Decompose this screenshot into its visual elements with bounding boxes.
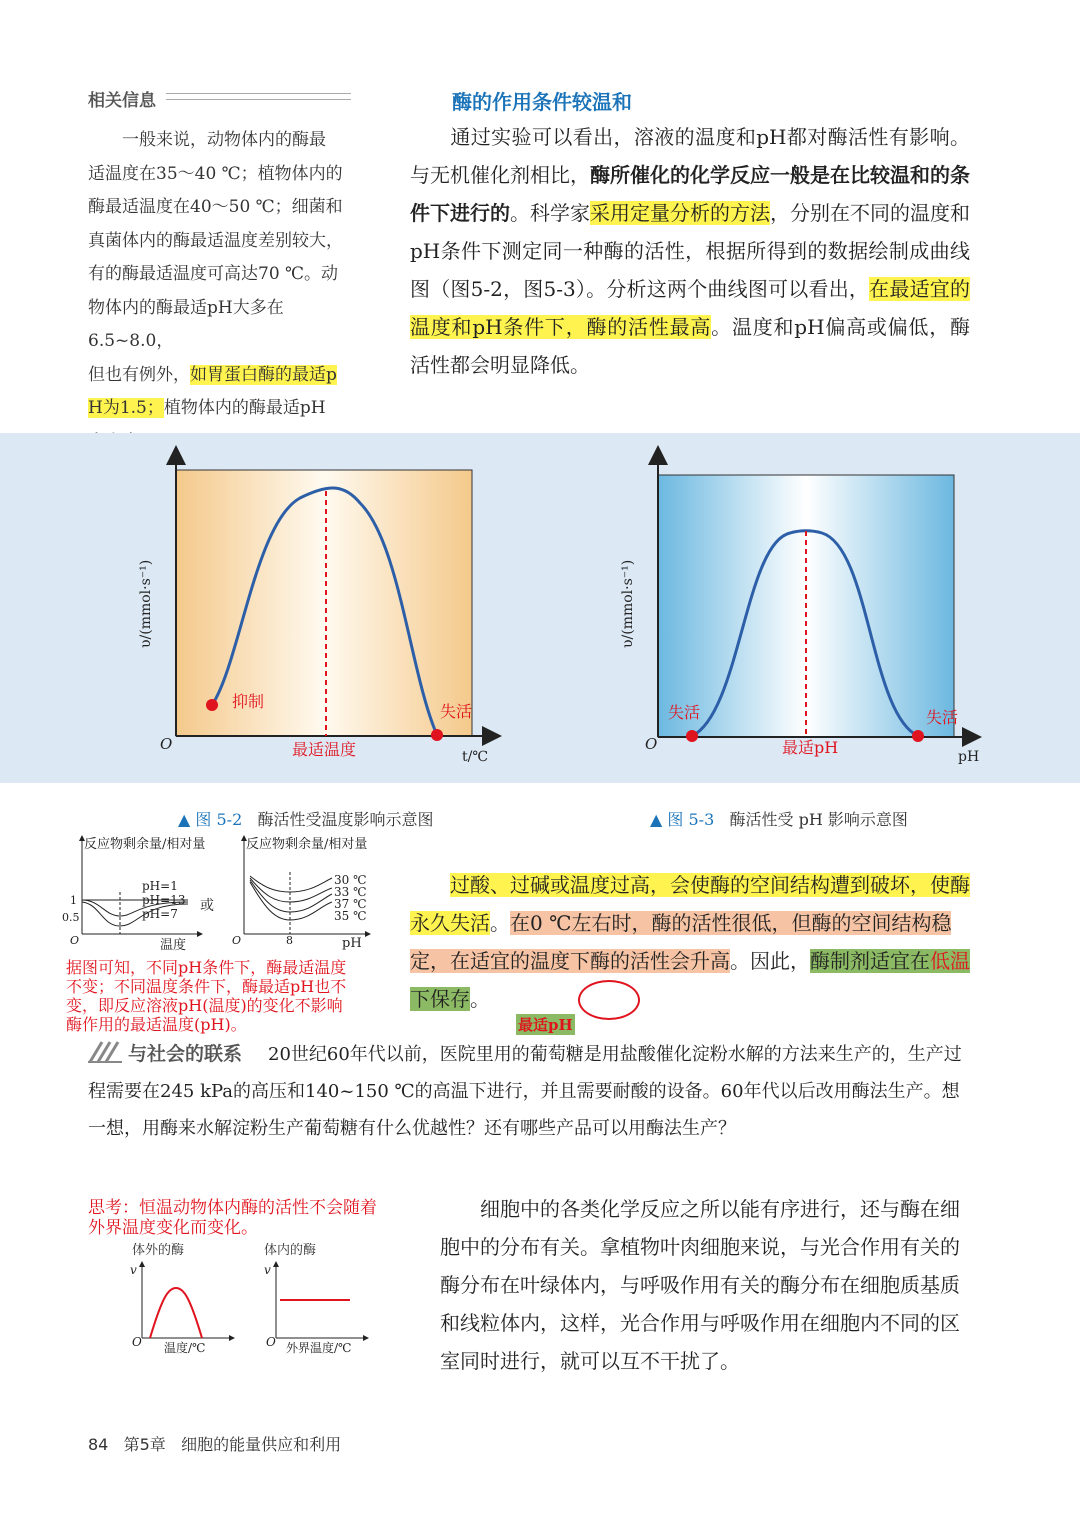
- origin-label: O: [70, 934, 80, 947]
- society-label: 与社会的联系: [128, 1043, 243, 1065]
- x-axis-label: pH: [958, 749, 980, 765]
- highlight: 采用定量分析的方法: [590, 201, 770, 225]
- note-inhibit: 抑制: [232, 692, 265, 711]
- sidebar-line: 适温度在35～40 ℃；植物体内的: [88, 163, 343, 184]
- chapter-label: 第5章: [123, 1435, 166, 1454]
- origin-label: O: [160, 735, 173, 753]
- caption-number: 图 5-2: [195, 810, 243, 829]
- series-label: pH=1: [142, 879, 178, 893]
- note-line: 不变；不同温度条件下，酶最适pH也不: [66, 977, 347, 996]
- note-optimum-ph: 最适pH: [518, 1016, 573, 1034]
- caption-text: 酶活性受 pH 影响示意图: [729, 810, 908, 829]
- main-paragraph: [410, 118, 970, 384]
- sidebar-line: [88, 392, 368, 426]
- series-label: pH=7: [142, 907, 178, 921]
- note-line: 酶作用的最适温度(pH)。: [66, 1015, 247, 1034]
- think-charts: [110, 1238, 380, 1358]
- paragraph-denaturation: [410, 866, 970, 1018]
- figure-caption: [650, 807, 908, 830]
- inactive-point: [431, 729, 443, 741]
- y-axis-label: υ/(mmol·s⁻¹): [620, 559, 636, 648]
- caption-marker: ▲: [178, 810, 191, 829]
- origin-label: O: [132, 1335, 142, 1349]
- note-inactive: 失活: [668, 703, 701, 722]
- text: ，分别在不同的温度和pH条件下测定同一种酶的活性，根据所得到的数据绘制成曲线图（图5-2，图5-3）。分析这两个曲线图可以看出，: [410, 201, 970, 301]
- text: 下保存: [410, 987, 470, 1011]
- bold-text: 酶所催化的化学反应一般是在比较温和的条件下进行的: [410, 163, 970, 225]
- red-text: 低温: [930, 949, 970, 973]
- society-text: 20世纪60年代以前，医院里用的葡萄糖是用盐酸催化淀粉水解的方法来生产的，生产过程需要在245 kPa的高压和140~150 ℃的高温下进行，并且需要耐酸的设备。60年代以后改用酶法生产。想一想，用酶来水解淀粉生产葡萄糖有什么优越性？还有哪些产品可以用酶法生产？: [88, 1044, 962, 1139]
- sidebar-line: 物体内的酶最适pH大多在6.5~8.0，: [88, 297, 284, 351]
- activity-curve: [150, 1288, 202, 1338]
- sidebar-body: [88, 124, 368, 459]
- text: 通过实验可以看出，溶液的温度和pH都对酶活性有影响。与无机催化剂相比，: [410, 125, 970, 187]
- inhibit-point: [206, 699, 218, 711]
- series-label: 37 ℃: [334, 897, 367, 911]
- plot-area: [176, 470, 472, 736]
- paragraph-distribution: 细胞中的各类化学反应之所以能有序进行，还与酶在细胞中的分布有关。拿植物叶肉细胞来说，与光合作用有关的酶分布在叶绿体内，与呼吸作用有关的酶分布在细胞质基质和线粒体内，这样，光合作用与呼吸作用在细胞内不同的区室同时进行，就可以互不干扰了。: [440, 1197, 960, 1373]
- caption-marker: ▲: [650, 810, 663, 829]
- text: 。: [470, 987, 490, 1011]
- note-line: 据图可知，不同pH条件下，酶最适温度: [66, 958, 347, 977]
- highlight: 过酸、过碱或温度过高，会使酶的空间结构遭到破坏，使酶永久失活: [410, 873, 970, 935]
- y-axis-label: v: [264, 1263, 271, 1277]
- sidebar-text: 植物体内的酶最适pH: [163, 398, 326, 418]
- series-line: [250, 878, 332, 902]
- sidebar-rule: [166, 99, 351, 100]
- series-label: 33 ℃: [334, 885, 367, 899]
- section-title: 酶的作用条件较温和: [452, 90, 632, 114]
- sidebar-text: 但也有例外，: [88, 364, 190, 385]
- highlight: 在0 ℃左右时，酶的活性很低，但酶的空间结构稳定，在适宜的温度下酶的活性会升高: [410, 911, 952, 973]
- origin-label: O: [266, 1335, 276, 1349]
- sidebar-heading: 相关信息: [88, 91, 156, 111]
- x-axis-label: pH: [342, 936, 362, 951]
- text: 。科学家: [510, 201, 590, 225]
- note-inactive: 失活: [440, 702, 473, 721]
- circle-annotation: [578, 980, 640, 1020]
- x-axis-label: t/℃: [462, 749, 489, 765]
- sidebar-line: 真菌体内的酶最适温度差别较大，: [88, 230, 343, 251]
- x-axis-label: 温度/℃: [164, 1341, 206, 1355]
- note-line: 变，即反应溶液pH(温度)的变化不影响: [66, 996, 343, 1015]
- note-optimum: 最适pH: [782, 738, 839, 757]
- note-inactive: 失活: [926, 708, 959, 727]
- figure-caption: [178, 807, 434, 830]
- sidebar-line: 一般来说，动物体内的酶最: [122, 130, 326, 150]
- text: 。温度和pH偏高或偏低，酶活性都会明显降低。: [410, 315, 970, 377]
- origin-label: O: [645, 735, 658, 753]
- text: 酶制剂适宜在: [810, 949, 930, 973]
- sidebar-rule: [166, 93, 351, 94]
- chapter-title: 细胞的能量供应和利用: [181, 1435, 342, 1454]
- series-line: [250, 876, 332, 892]
- highlight: 在最适宜的温度和pH条件下，酶的活性最高: [410, 277, 970, 339]
- highlight: 如胃蛋白酶的最适p: [190, 364, 337, 385]
- sidebar-line: [88, 359, 368, 393]
- note-line: 外界温度变化而变化。: [88, 1218, 258, 1238]
- think-note: [88, 1198, 377, 1238]
- page-number: 84: [88, 1435, 109, 1454]
- sidebar-line: 酶最适温度在40～50 ℃；细菌和: [88, 197, 343, 217]
- tick-05: 0.5: [62, 911, 80, 924]
- tick-8: 8: [286, 934, 293, 947]
- figure-svg: [0, 433, 1080, 783]
- inactive-point: [912, 730, 924, 742]
- series-label: 30 ℃: [334, 873, 367, 887]
- chart-title: 体外的酶: [132, 1243, 185, 1258]
- tick-1: 1: [70, 894, 77, 907]
- chart-title: 体内的酶: [264, 1243, 317, 1258]
- inactive-point: [686, 730, 698, 742]
- y-axis-label: υ/(mmol·s⁻¹): [138, 559, 154, 648]
- series-label: 35 ℃: [334, 909, 367, 923]
- note-line: 思考：恒温动物体内酶的活性不会随着: [88, 1198, 377, 1218]
- origin-label: O: [232, 934, 242, 947]
- text: 。因此，: [730, 949, 810, 973]
- caption-text: 酶活性受温度影响示意图: [257, 810, 434, 829]
- page-footer: [88, 1432, 341, 1455]
- text: 。: [490, 911, 510, 935]
- y-axis-label: 反应物剩余量/相对量: [84, 837, 206, 852]
- note-optimum: 最适温度: [292, 740, 357, 759]
- series-line: [250, 882, 332, 920]
- handwritten-note: [66, 958, 406, 1034]
- x-axis-label: 温度: [160, 938, 187, 953]
- x-axis-label: 外界温度/℃: [286, 1341, 352, 1355]
- sidebar-line: 有的酶最适温度可高达70 ℃。动: [88, 264, 339, 284]
- series-label: pH=13: [142, 893, 186, 907]
- y-axis-label: 反应物剩余量/相对量: [246, 837, 368, 852]
- mini-charts: [60, 832, 400, 957]
- or-label: 或: [200, 898, 214, 914]
- figure-band: [0, 433, 1080, 783]
- y-axis-label: v: [130, 1263, 137, 1277]
- highlight: H为1.5；: [88, 398, 164, 418]
- caption-number: 图 5-3: [667, 810, 715, 829]
